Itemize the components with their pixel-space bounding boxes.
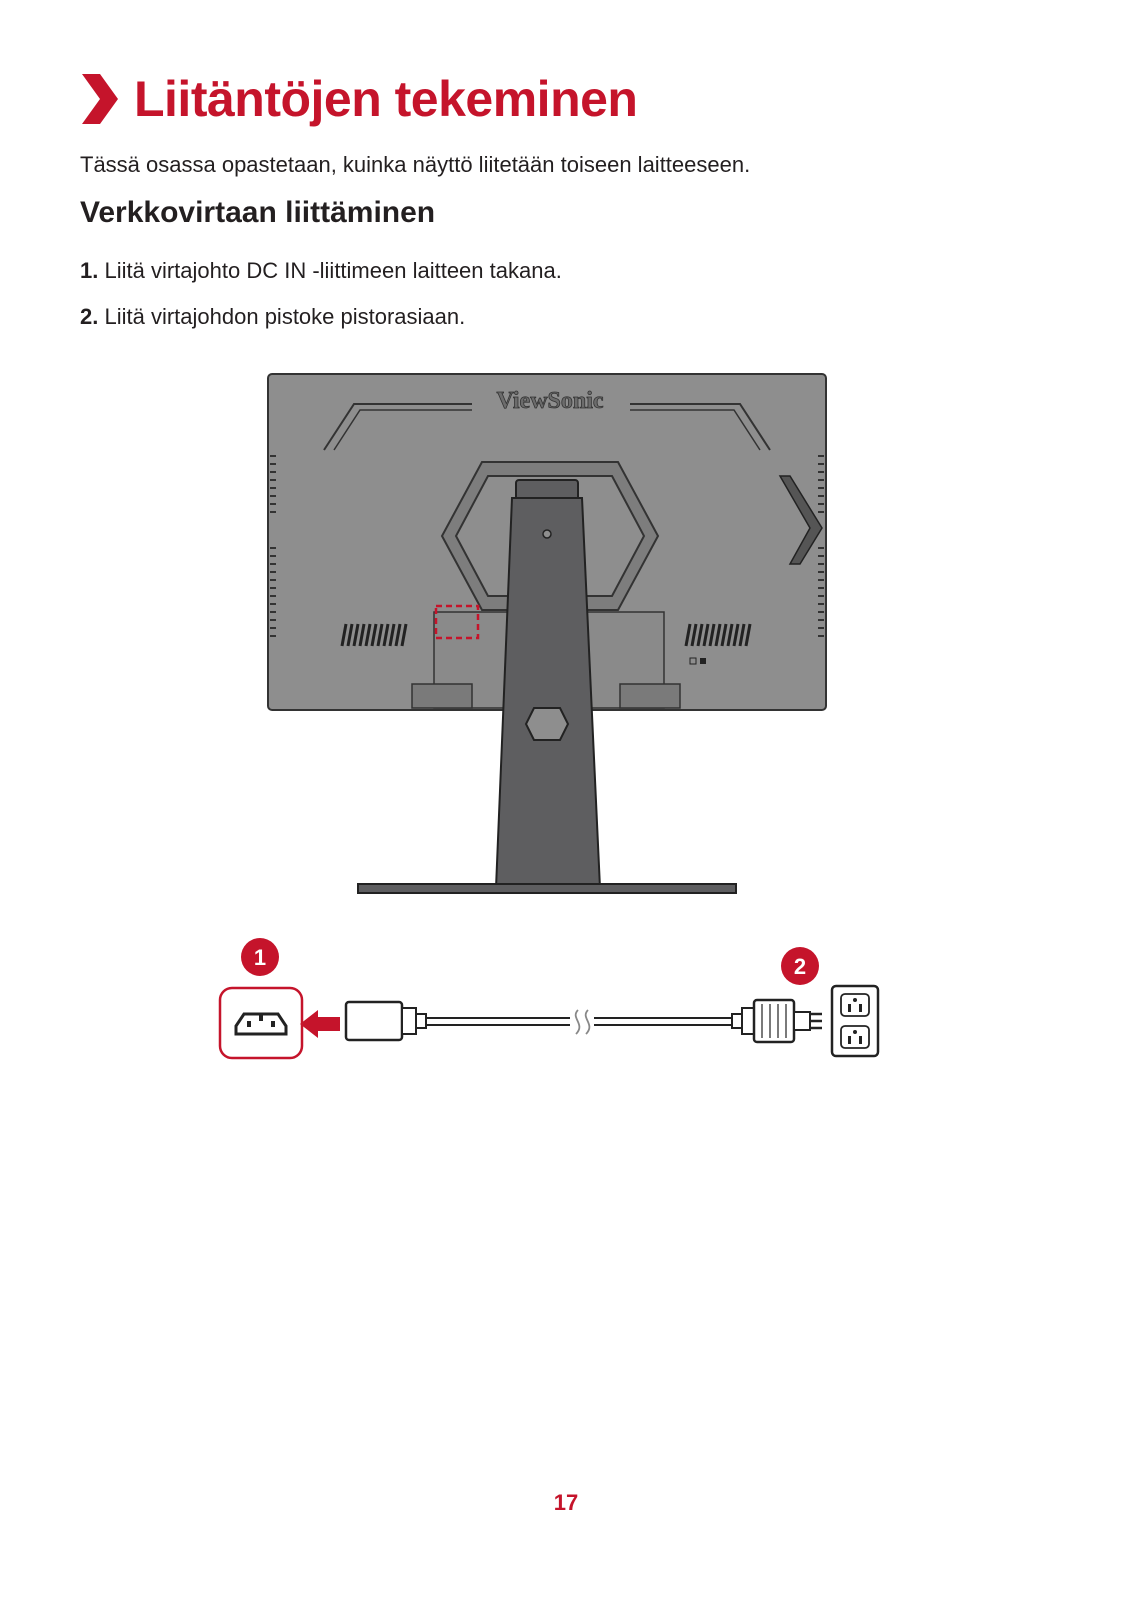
intro-text: Tässä osassa opastetaan, kuinka näyttö liitetään toiseen laitteeseen. [80, 152, 751, 177]
chevron-right-icon [80, 72, 120, 126]
page-title-block [80, 70, 637, 128]
monitor-rear-illustration [262, 368, 832, 903]
step-1-text: Liitä virtajohto DC IN -liittimeen laitteen takana. [104, 258, 562, 283]
page-number: 17 [553, 1490, 579, 1515]
section-heading: Verkkovirtaan liittäminen [80, 196, 436, 229]
insert-arrow-icon [300, 1010, 340, 1038]
dc-in-port [220, 988, 302, 1058]
step-2-number: 2. [80, 304, 99, 329]
step-2-text: Liitä virtajohdon pistoke pistorasiaan. [104, 304, 466, 329]
brand-logo: ViewSonic [496, 388, 604, 414]
badge-2-label: 2 [793, 954, 807, 979]
badge-1-label: 1 [253, 945, 267, 970]
stand-base [358, 884, 736, 893]
step-2 [80, 304, 465, 330]
step-1 [80, 258, 562, 284]
step-1-number: 1. [80, 258, 99, 283]
page-title: Liitäntöjen tekeminen [134, 71, 638, 127]
power-cable-illustration [210, 930, 900, 1070]
stand [496, 498, 600, 888]
